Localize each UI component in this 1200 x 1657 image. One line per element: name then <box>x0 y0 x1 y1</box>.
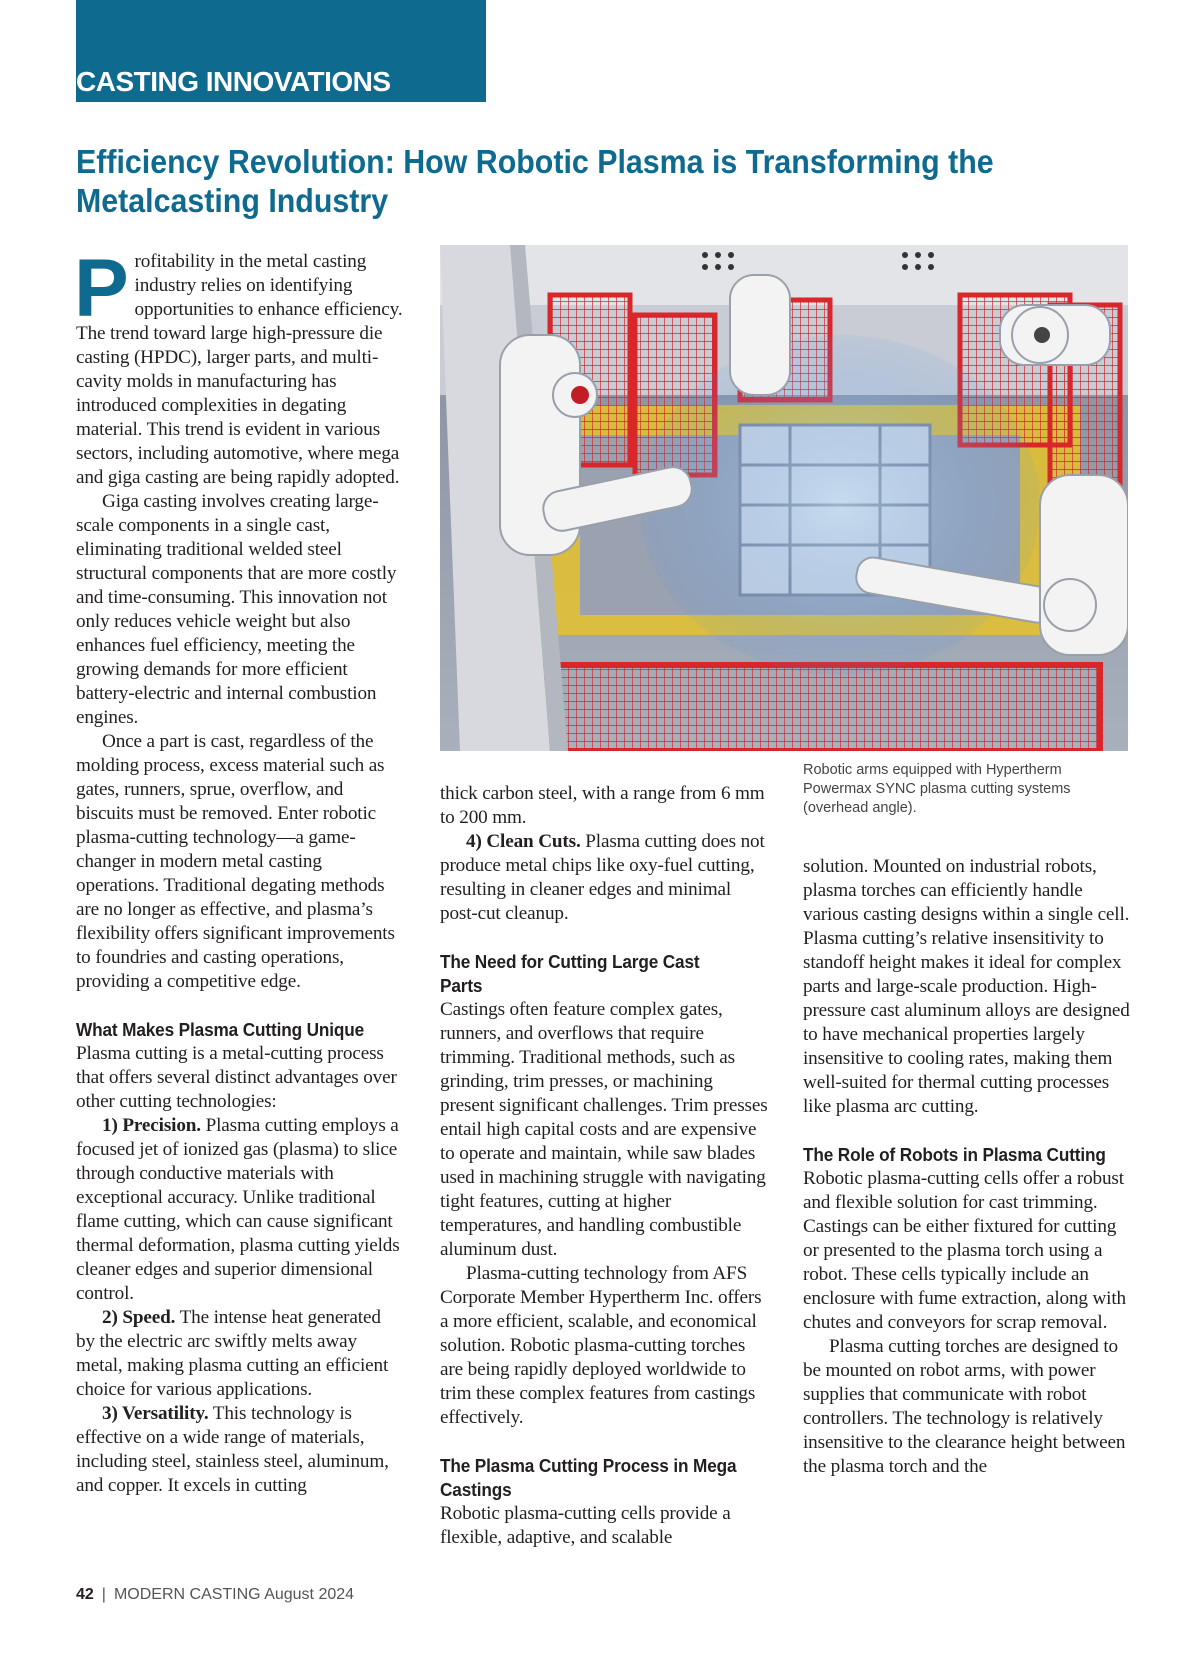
paragraph: Plasma cutting torches are designed to be mounted on robot arms, with power supplies that communicate with robot controllers. The technology is relatively insensitive to the clearance height between the plasma torch and the <box>803 1336 1126 1477</box>
article-photo <box>440 245 1128 751</box>
issue-date: August 2024 <box>264 1586 355 1603</box>
list-item-label: 3) Versatility. <box>102 1403 209 1424</box>
list-item-precision <box>76 1114 404 1306</box>
subheading: The Need for Cutting Large Cast Parts <box>440 951 700 996</box>
paragraph: Castings often feature complex gates, runners, and overflows that require trimming. Traditional methods, such as grinding, trim presses, or machining present significant challenges. Trim presses entail high capital costs and are expensive to operate and maintain, while saw blades used in machining struggle with navigating tight features, cutting at higher temperatures, and handling combustible aluminum dust. <box>440 999 768 1260</box>
list-item-label: 2) Speed. <box>102 1307 176 1328</box>
list-item-clean-cuts <box>440 830 768 926</box>
intro-paragraph <box>74 243 404 490</box>
section-label: CASTING INNOVATIONS <box>76 66 391 97</box>
list-item-speed <box>76 1306 404 1402</box>
paragraph: solution. Mounted on industrial robots, plasma torches can efficiently handle various casting designs within a single cell. Plasma cutting’s relative insensitivity to standoff height makes it ideal for complex parts and large-scale production. High-pressure cast aluminum alloys are designed to have mechanical properties largely insensitive to cooling rates, making them well-suited for thermal cutting processes like plasma arc cutting. <box>803 856 1130 1117</box>
paragraph: Robotic plasma-cutting cells provide a flexible, adaptive, and scalable <box>440 1503 731 1548</box>
list-item-text: This technology is effective on a wide range of materials, including steel, stainless steel, aluminum, and copper. It excels in cutting <box>76 1403 389 1496</box>
list-item-versatility <box>76 1402 404 1498</box>
list-item-text: The intense heat generated by the electric arc swiftly melts away metal, making plasma cutting an efficient choice for various applications. <box>76 1307 389 1400</box>
drop-cap: P <box>74 243 129 334</box>
paragraph: Giga casting involves creating large-scale components in a single cast, eliminating traditional welded steel structural components that are more costly and time-consuming. This innovation not only reduces vehicle weight but also enhances fuel efficiency, meeting the growing demands for more efficient battery-electric and internal combustion engines. <box>76 491 397 728</box>
intro-text: rofitability in the metal casting industry relies on identifying opportunities to enhance efficiency. The trend toward large high-pressure die casting (HPDC), larger parts, and multi-cavity molds in manufacturing has introduced complexities in degating material. This trend is evident in various sectors, including automotive, where mega and giga casting are being rapidly adopted. <box>76 251 403 488</box>
page-footer <box>76 1586 354 1604</box>
paragraph: Once a part is cast, regardless of the molding process, excess material such as gates, runners, sprue, overflow, and biscuits must be removed. Enter robotic plasma-cutting technology—a game-changer in modern metal casting operations. Traditional degating methods are no longer as effective, and plasma’s flexibility offers significant improvements to foundries and casting operations, providing a competitive edge. <box>76 731 395 992</box>
paragraph: thick carbon steel, with a range from 6 mm to 200 mm. <box>440 783 765 828</box>
column-2 <box>440 782 768 1550</box>
subheading: The Role of Robots in Plasma Cutting <box>803 1144 1106 1165</box>
list-item-text: Plasma cutting employs a focused jet of ionized gas (plasma) to slice through conductive materials with exceptional accuracy. Unlike traditional flame cutting, which can cause significant thermal deformation, plasma cutting yields cleaner edges and superior dimensional control. <box>76 1115 400 1304</box>
photo-caption: Robotic arms equipped with Hypertherm Powermax SYNC plasma cutting systems (overhead angle). <box>803 762 1071 816</box>
column-1 <box>74 243 404 1498</box>
list-item-label: 1) Precision. <box>102 1115 201 1136</box>
robotic-cell-illustration <box>440 245 1128 751</box>
article-title: Efficiency Revolution: How Robotic Plasma is Transforming the Metalcasting Industry <box>76 143 994 219</box>
subheading: The Plasma Cutting Process in Mega Castings <box>440 1455 737 1500</box>
column-3 <box>803 855 1131 1479</box>
paragraph: Plasma-cutting technology from AFS Corporate Member Hypertherm Inc. offers a more efficient, scalable, and economical solution. Robotic plasma-cutting torches are being rapidly deployed worldwide to trim these complex features from castings effectively. <box>440 1263 762 1428</box>
list-item-text: Plasma cutting does not produce metal chips like oxy-fuel cutting, resulting in cleaner edges and minimal post-cut cleanup. <box>440 831 765 924</box>
publication-name: MODERN CASTING <box>113 1586 261 1603</box>
page-number: 42 <box>76 1586 94 1603</box>
list-item-label: 4) Clean Cuts. <box>466 831 581 852</box>
subheading: What Makes Plasma Cutting Unique <box>76 1019 365 1040</box>
footer-separator: | <box>101 1586 106 1603</box>
paragraph: Robotic plasma-cutting cells offer a robust and flexible solution for cast trimming. Castings can be either fixtured for cutting or presented to the plasma torch using a robot. These cells typically include an enclosure with fume extraction, along with chutes and conveyors for scrap removal. <box>803 1168 1126 1333</box>
paragraph: Plasma cutting is a metal-cutting process that offers several distinct advantages over other cutting technologies: <box>76 1043 397 1112</box>
